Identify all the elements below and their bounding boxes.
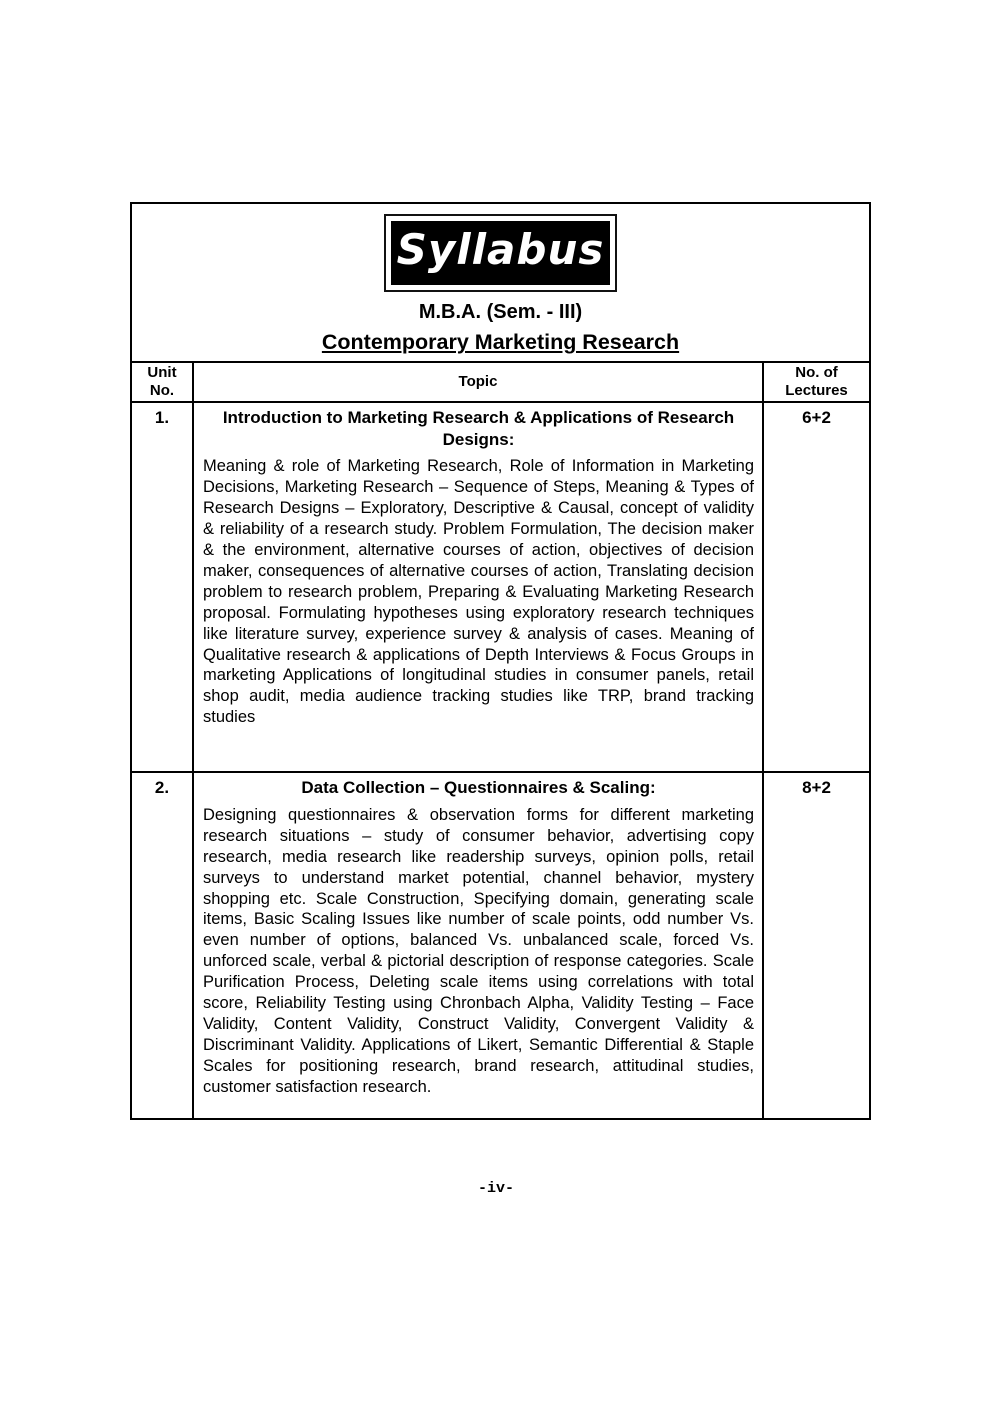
table-header-row [132, 362, 869, 402]
syllabus-logo-text: Syllabus [396, 225, 605, 274]
lectures-value: 6+2 [763, 402, 869, 772]
syllabus-logo-frame [384, 214, 617, 292]
column-header-unit [132, 362, 193, 402]
column-header-unit-line1: Unit [147, 364, 177, 382]
course-title: Contemporary Marketing Research [321, 330, 680, 355]
unit-title: Introduction to Marketing Research & Applications of Research Designs: [222, 408, 735, 449]
column-header-lectures-line2: Lectures [785, 382, 848, 400]
syllabus-table [132, 361, 869, 1117]
table-row [132, 772, 869, 1117]
topic-cell [193, 772, 763, 1117]
page-number: -iv- [477, 1180, 514, 1197]
unit-title: Data Collection – Questionnaires & Scaling: [301, 778, 656, 798]
topic-cell [193, 402, 763, 772]
column-header-topic: Topic [193, 362, 763, 402]
table-row [132, 402, 869, 772]
syllabus-logo [391, 221, 610, 285]
syllabus-outer-box [130, 202, 871, 1120]
column-header-lectures [763, 362, 869, 402]
unit-description: Designing questionnaires & observation forms for different marketing research situations – study of consumer behavior, advertising copy research, media research like readership surveys, opinion polls, retail surveys to understand market potential, channel behavior, mystery shopping etc. Scale Construction, Specifying domain, generating scale items, Basic Scaling Issues like number of scale points, odd number Vs. even number of options, balanced Vs. unbalanced scale, forced Vs. unforced scale, verbal & pictorial description of response categories. Scale Purification Process, Deleting scale items using correlations with total score, Reliability Testing using Chronbach Alpha, Validity Testing – Face Validity, Content Validity, Construct Validity, Convergent Validity & Discriminant Validity. Applications of Likert, Semantic Differential & Staple Scales for positioning research, brand research, attitudinal studies, customer satisfaction research. [203, 805, 754, 1096]
unit-number: 2. [154, 778, 170, 798]
lectures-value: 8+2 [763, 772, 869, 1117]
unit-number: 1. [132, 402, 193, 772]
column-header-unit-line2: No. [149, 382, 175, 400]
program-title: M.B.A. (Sem. - III) [418, 301, 583, 324]
column-header-lectures-line1: No. of [795, 364, 838, 382]
syllabus-header [132, 204, 869, 355]
table-header [132, 362, 869, 402]
unit-description: Meaning & role of Marketing Research, Role of Information in Marketing Decisions, Marketing Research – Sequence of Steps, Meaning & Types of Research Designs – Exploratory, Descriptive & Causal, concept of validity & reliability of a research study. Problem Formulation, The decision maker & the environment, alternative courses of action, objectives of decision maker, consequences of alternative courses of action, Translating decision problem to research problem, Preparing & Evaluating Marketing Research proposal. Formulating hypotheses using exploratory research techniques like literature survey, experience survey & analysis of cases. Meaning of Qualitative research & applications of Depth Interviews & Focus Groups in marketing Applications of longitudinal studies in consumer panels, retail shop audit, media audience tracking studies like TRP, brand tracking studies [203, 457, 754, 727]
